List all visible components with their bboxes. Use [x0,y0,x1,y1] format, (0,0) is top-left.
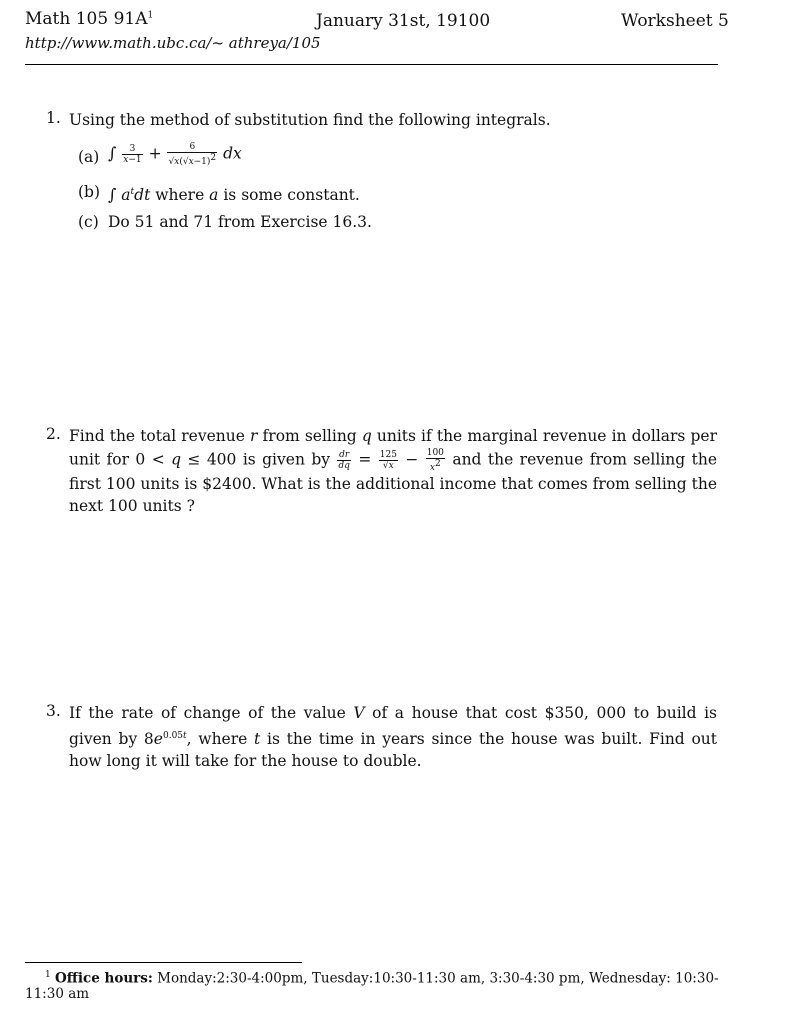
problem-1b-math: ∫ $a^tdt$ where a is some constant. [108,185,360,205]
problem-3-number: 3. [46,702,61,720]
problem-1a-math: ∫ $\frac{3}{x-1}$ + $\frac{6}{√x(√x-1)^2}$ dx [108,142,242,167]
footnote-mark: 1 [147,10,154,21]
course-name: Math 105 91A [25,9,148,29]
office-hours-label: Office hours: [55,970,153,987]
worksheet-number: Worksheet 5 [621,11,729,31]
problem-1b-label: (b) [78,183,101,201]
worksheet-date: January 31st, 19100 [316,11,491,31]
problem-1c-text: Do 51 and 71 from Exercise 16.3. [108,213,372,231]
problem-3-text: If the rate of change of the value V of a house that cost $350, 000 to build is given by $8e^{0.05t}$, where t is the time in years since the house was built. Find out how long it will take for the house to double. [69,704,717,771]
problem-2-number: 2. [46,425,61,443]
problem-1c-label: (c) [78,213,99,231]
footnote [25,965,719,989]
problem-1-text: Using the method of substitution find the following integrals. [69,111,551,129]
office-hours-line-1: Monday:2:30-4:00pm, Tuesday:10:30-11:30 am, 3:30-4:30 pm, Wednesday: 10:30- [157,970,719,987]
footnote-rule [25,962,302,963]
course-url: http://www.math.ubc.ca/~ athreya/105 [25,34,321,52]
header-rule [25,64,718,65]
footnote-number: 1 [45,970,51,980]
problem-1-number: 1. [46,109,61,127]
office-hours-line-2: 11:30 am [25,986,90,1002]
problem-2-text: Find the total revenue r from selling q units if the marginal revenue in dollars per unit for 0 < q ≤ 400 is given by $\frac{dr}{dq}$ = $\frac{125}{√x}$ − $\frac{100}{x^2}$ and the revenue from selling the first 100 units is $2400. What is the additional income that comes from selling the next 100 units ? [69,427,717,515]
course-title [25,9,153,29]
problem-1a-label: (a) [78,148,100,166]
